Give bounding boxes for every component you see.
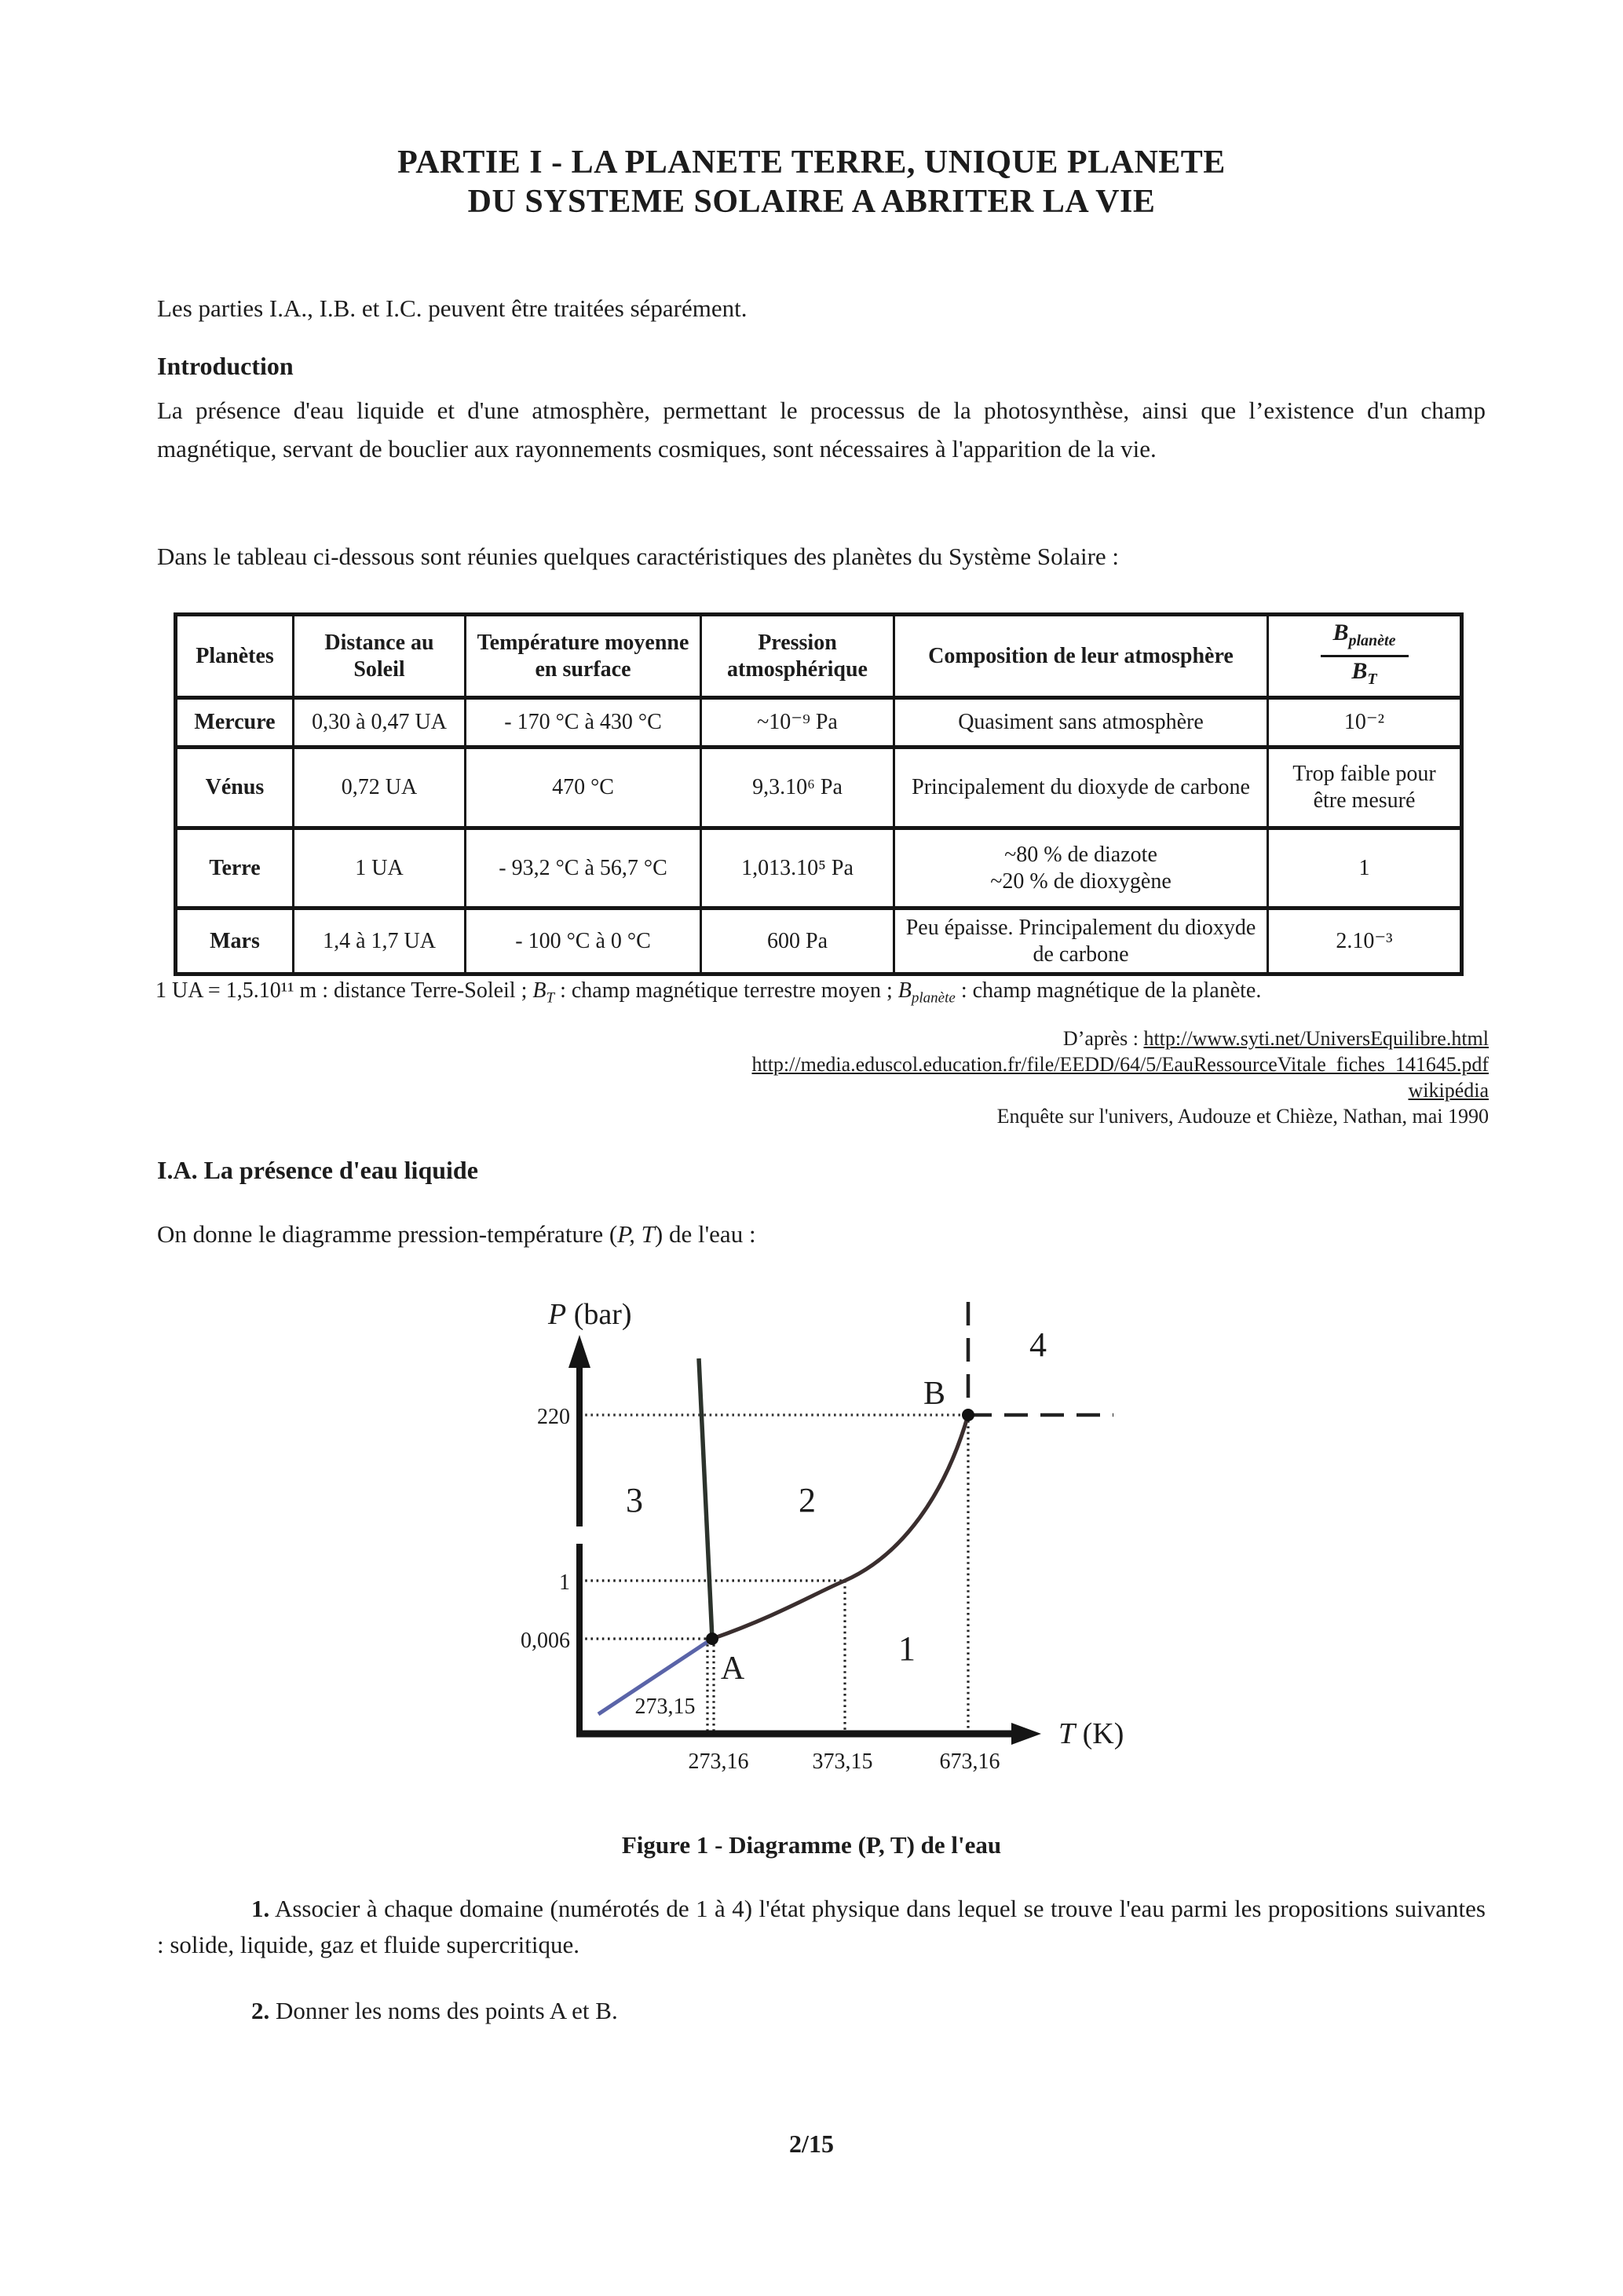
footnote-text: 1 UA = 1,5.10¹¹ m : distance Terre-Soleil ; xyxy=(155,978,533,1003)
introduction-heading: Introduction xyxy=(157,352,294,380)
introduction-paragraph: La présence d'eau liquide et d'une atmosphère, permettant le processus de la photosynthèse, ainsi que l’existence d'un champ magnétique, servant de bouclier aux rayonnements cosmiques, sont nécessaires à l'apparition de la vie. xyxy=(157,397,1486,462)
composition-line: ~20 % de dioxygène xyxy=(990,868,1172,894)
source-line: Enquête sur l'univers, Audouze et Chièze, Nathan, mai 1990 xyxy=(996,1105,1489,1128)
sources-block xyxy=(157,1026,1489,1129)
table-header-row xyxy=(176,615,1462,698)
wikipedia-link[interactable]: wikipédia xyxy=(1408,1079,1489,1102)
planet-name-cell: Mars xyxy=(176,909,294,974)
table-footnote: 1 UA = 1,5.10¹¹ m : distance Terre-Soleil ; $B_T$ : champ magnétique terrestre moyen ; $B_{planète}$ : champ magnétique de la planète. xyxy=(155,978,1262,1007)
figure-caption: Figure 1 - Diagramme (P, T) de l'eau xyxy=(621,1831,1002,1859)
y-tick-220: 220 xyxy=(537,1405,570,1429)
fusion-curve xyxy=(699,1358,712,1639)
composition-cell: Peu épaisse. Principalement du dioxyde de carbone xyxy=(894,909,1268,974)
table-row xyxy=(176,828,1462,909)
parts-note: Les parties I.A., I.B. et I.C. peuvent être traitées séparément. xyxy=(157,294,748,322)
planet-name-cell: Terre xyxy=(176,828,294,909)
distance-cell: 0,30 à 0,47 UA xyxy=(294,698,466,748)
inner-label-27315: 273,15 xyxy=(634,1695,696,1719)
point-label-a: A xyxy=(720,1651,745,1687)
footnote-bt: B xyxy=(532,978,546,1003)
b-ratio-cell: 10⁻² xyxy=(1268,698,1462,748)
footnote-bplanete: B xyxy=(897,978,912,1003)
source-line xyxy=(157,1051,1489,1077)
b-ratio-numerator: $B_{planète}$ xyxy=(1332,620,1396,649)
y-axis-arrowhead xyxy=(568,1335,590,1368)
question-2: 2. Donner les noms des points A et B. xyxy=(251,1997,618,2024)
composition-cell: Quasiment sans atmosphère xyxy=(894,698,1268,748)
source-line xyxy=(157,1077,1489,1103)
source-label: D’après : xyxy=(1062,1027,1144,1050)
b-ratio-cell: 2.10⁻³ xyxy=(1268,909,1462,974)
temperature-cell: 470 °C xyxy=(466,748,701,828)
question-2-number: 2. xyxy=(251,1997,270,2024)
x-tick-67316: 673,16 xyxy=(939,1749,1000,1774)
col-header-distance: Distance au Soleil xyxy=(294,615,466,698)
temperature-cell: - 170 °C à 430 °C xyxy=(466,698,701,748)
page-number: 2/15 xyxy=(789,2130,834,2158)
phase-diagram xyxy=(463,1280,1186,1798)
x-tick-37315: 373,15 xyxy=(812,1749,873,1774)
b-ratio-fraction xyxy=(1321,621,1409,691)
table-row xyxy=(176,909,1462,974)
temperature-cell: - 93,2 °C à 56,7 °C xyxy=(466,828,701,909)
b-ratio-cell: 1 xyxy=(1268,828,1462,909)
title-line-1: PARTIE I - LA PLANETE TERRE, UNIQUE PLANETE xyxy=(397,144,1226,181)
planet-name-cell: Mercure xyxy=(176,698,294,748)
region-label-supercritical: 4 xyxy=(1029,1325,1047,1364)
y-tick-1: 1 xyxy=(559,1570,570,1595)
pressure-cell: 600 Pa xyxy=(701,909,894,974)
x-axis-title: T (K) xyxy=(1058,1717,1124,1750)
composition-line: ~80 % de diazote xyxy=(1004,842,1157,867)
col-header-pressure: Pression atmosphérique xyxy=(701,615,894,698)
question-1-number: 1. xyxy=(251,1895,270,1922)
table-row xyxy=(176,698,1462,748)
y-tick-0006: 0,006 xyxy=(521,1629,570,1653)
col-header-planets: Planètes xyxy=(176,615,294,698)
region-label-liquid: 2 xyxy=(799,1481,816,1519)
distance-cell: 1,4 à 1,7 UA xyxy=(294,909,466,974)
distance-cell: 1 UA xyxy=(294,828,466,909)
figure-intro-text: On donne le diagramme pression-température (P, T) de l'eau : xyxy=(157,1220,756,1248)
x-tick-27316: 273,16 xyxy=(688,1749,749,1774)
question-1: 1. Associer à chaque domaine (numérotés de 1 à 4) l'état physique dans lequel se trouve l'eau parmi les propositions suivantes : solide, liquide, gaz et fluide supercritique. xyxy=(157,1895,1486,1958)
source-url-link[interactable]: http://www.syti.net/UniversEquilibre.html xyxy=(1143,1027,1489,1050)
temperature-cell: - 100 °C à 0 °C xyxy=(466,909,701,974)
point-label-b: B xyxy=(923,1376,946,1412)
col-header-b-ratio xyxy=(1268,615,1462,698)
table-intro-text: Dans le tableau ci-dessous sont réunies quelques caractéristiques des planètes du Système Solaire : xyxy=(157,543,1120,570)
pressure-cell: ~10⁻⁹ Pa xyxy=(701,698,894,748)
source-line xyxy=(157,1026,1489,1051)
planets-table xyxy=(174,612,1464,976)
region-label-solid: 3 xyxy=(626,1481,643,1519)
critical-point-marker xyxy=(962,1409,974,1421)
x-axis-arrowhead xyxy=(1011,1723,1041,1745)
col-header-composition: Composition de leur atmosphère xyxy=(894,615,1268,698)
table-row xyxy=(176,748,1462,828)
col-header-temperature: Température moyenne en surface xyxy=(466,615,701,698)
b-ratio-cell: Trop faible pour être mesuré xyxy=(1268,748,1462,828)
distance-cell: 0,72 UA xyxy=(294,748,466,828)
source-url-link[interactable]: http://media.eduscol.education.fr/file/EEDD/64/5/EauRessourceVitale_fiches_141645.pdf xyxy=(751,1053,1489,1076)
footnote-text: : champ magnétique de la planète. xyxy=(955,978,1262,1003)
footnote-text: : champ magnétique terrestre moyen ; xyxy=(554,978,898,1003)
pressure-cell: 1,013.10⁵ Pa xyxy=(701,828,894,909)
composition-cell: Principalement du dioxyde de carbone xyxy=(894,748,1268,828)
pressure-cell: 9,3.10⁶ Pa xyxy=(701,748,894,828)
planet-name-cell: Vénus xyxy=(176,748,294,828)
title-line-2: DU SYSTEME SOLAIRE A ABRITER LA VIE xyxy=(467,184,1156,220)
composition-cell xyxy=(894,828,1268,909)
b-ratio-denominator: $B_T$ xyxy=(1351,658,1377,688)
fraction-bar xyxy=(1321,655,1409,657)
page-title xyxy=(0,143,1623,221)
section-heading-ia: I.A. La présence d'eau liquide xyxy=(157,1156,478,1184)
region-label-gas: 1 xyxy=(898,1629,916,1668)
vaporization-curve xyxy=(712,1415,968,1639)
y-axis-title: P (bar) xyxy=(548,1298,632,1331)
triple-point-marker xyxy=(706,1632,718,1645)
